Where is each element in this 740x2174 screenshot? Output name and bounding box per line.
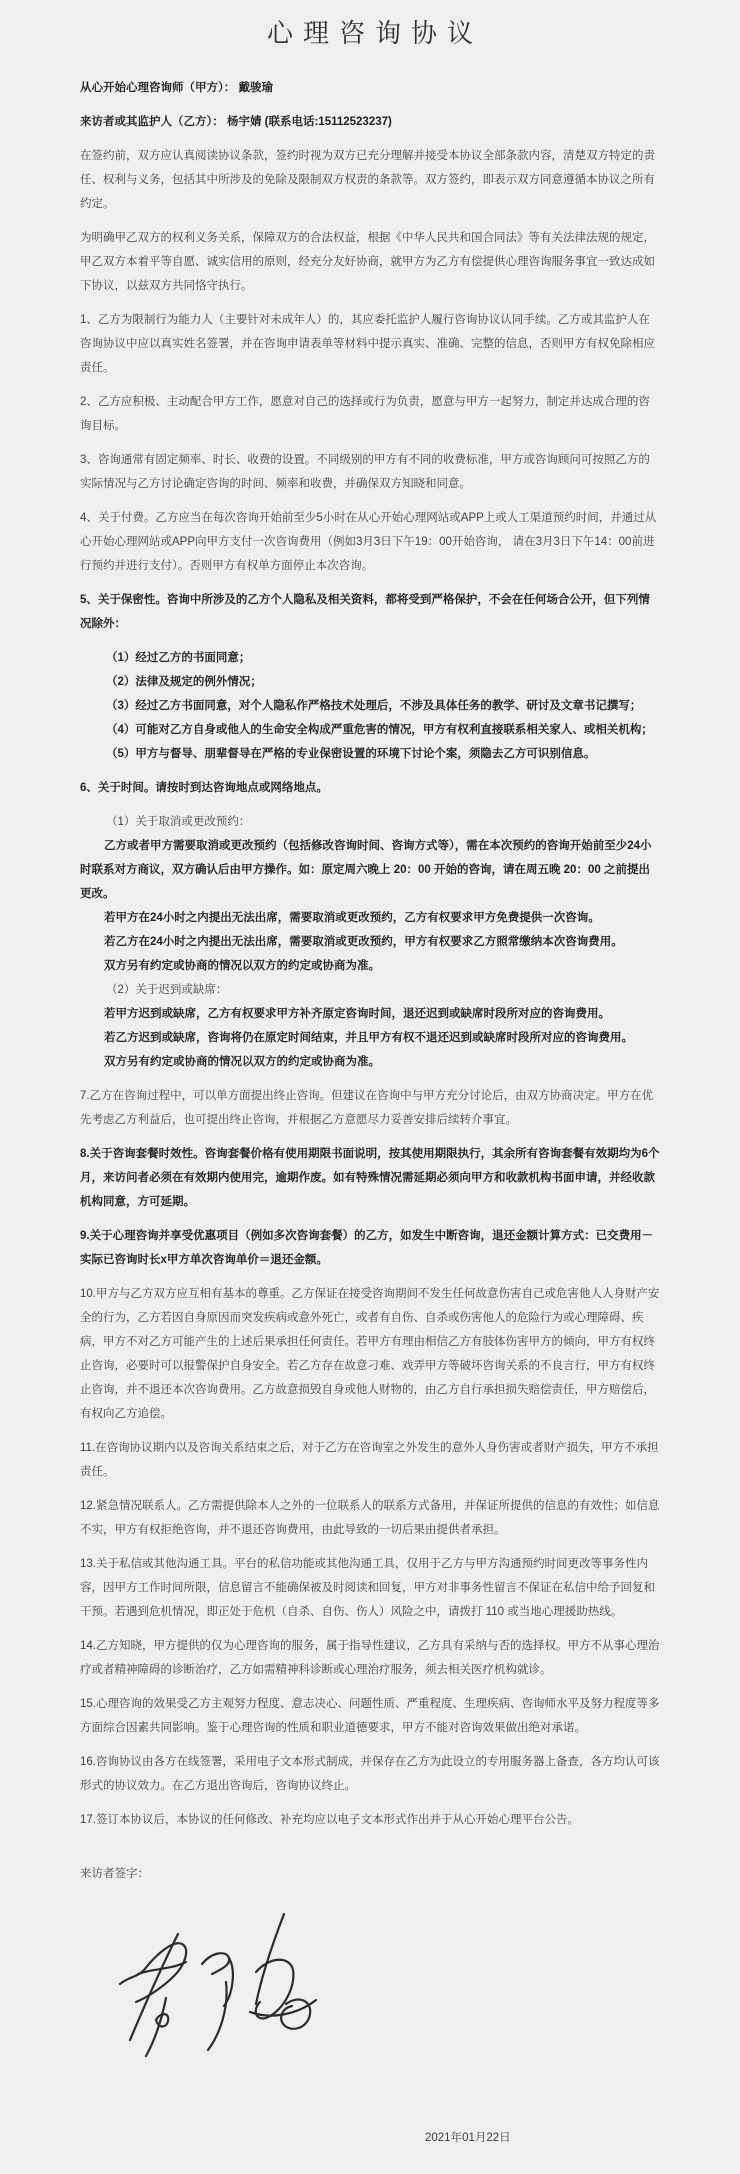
clause-paragraph: 乙方或者甲方需要取消或更改预约（包括修改咨询时间、咨询方式等），需在本次预约的咨询开始前至少24小时联系对方商议，双方确认后由甲方操作。如：原定周六晚上 20：00 开始的咨询，请在周五晚 20：00 之前提出更改。 bbox=[80, 840, 652, 900]
clause-paragraph: （4）可能对乙方自身或他人的生命安全构成严重危害的情况，甲方有权利直接联系相关家人、或相关机构； bbox=[106, 724, 653, 736]
clause-paragraph: 在签约前，双方应认真阅读协议条款，签约时视为双方已充分理解并接受本协议全部条款内容，清楚双方特定的责任、权利与义务，包括其中所涉及的免除及限制双方权责的条款等。双方签约，即表示双方同意遵循本协议之所有约定。 bbox=[80, 150, 655, 210]
clause-paragraph: 1、乙方为限制行为能力人（主要针对未成年人）的，其应委托监护人履行咨询协议认同手续。乙方或其监护人在咨询协议中应以真实姓名签署，并在咨询申请表单等材料中提示真实、准确、完整的信息，否则甲方有权免除相应责任。 bbox=[80, 314, 655, 374]
clause-paragraph: 3、咨询通常有固定频率、时长、收费的设置。不同级别的甲方有不同的收费标准，甲方或咨询顾问可按照乙方的实际情况与乙方讨论确定咨询的时间、频率和收费，并确保双方知晓和同意。 bbox=[80, 454, 650, 490]
clause-paragraph: （5）甲方与督导、朋辈督导在严格的专业保密设置的环境下讨论个案，须隐去乙方可识别信息。 bbox=[106, 748, 596, 760]
party-a-line: 从心开始心理咨询师（甲方）： 戴骏瑜 bbox=[80, 82, 273, 94]
clause-paragraph: 17.签订本协议后，本协议的任何修改、补充均应以电子文本形式作出并于从心开始心理平台公告。 bbox=[80, 1814, 579, 1826]
clause-paragraph: （1）关于取消或更改预约： bbox=[106, 816, 251, 828]
clause-paragraph: 若乙方迟到或缺席，咨询将仍在原定时间结束，并且甲方有权不退还迟到或缺席时段所对应的咨询费用。 bbox=[104, 1032, 633, 1044]
clause-paragraph: 4、关于付费。乙方应当在每次咨询开始前至少5小时在从心开始心理网站或APP上或人工渠道预约时间，并通过从心开始心理网站或APP向甲方支付一次咨询费用（例如3月3日下午19：00开始咨询， 请在3月3日下午14：00前进行预约并进行支付）。否则甲方有权单方面停止本次咨询。 bbox=[80, 512, 657, 572]
clause-paragraph: 16.咨询协议由各方在线签署，采用电子文本形式制成，并保存在乙方为此设立的专用服务器上备查，各方均认可该形式的协议效力。在乙方退出咨询后，咨询协议终止。 bbox=[80, 1756, 660, 1792]
clause-paragraph: 12.紧急情况联系人。乙方需提供除本人之外的一位联系人的联系方式备用，并保证所提供的信息的有效性；如信息不实，甲方有权拒绝咨询，并不退还咨询费用，由此导致的一切后果由提供者承担。 bbox=[80, 1500, 660, 1536]
clause-paragraph: 11.在咨询协议期内以及咨询关系结束之后，对于乙方在咨询室之外发生的意外人身伤害或者财产损失，甲方不承担责任。 bbox=[80, 1442, 659, 1478]
clause-paragraph: （2）法律及规定的例外情况； bbox=[106, 676, 262, 688]
clause-paragraph: 5、关于保密性。咨询中所涉及的乙方个人隐私及相关资料，都将受到严格保护，不会在任何场合公开，但下列情况除外： bbox=[80, 594, 650, 630]
visitor-signature-label: 来访者签字： bbox=[80, 1868, 149, 1880]
clause-paragraph: 10.甲方与乙方双方应互相有基本的尊重。乙方保证在接受咨询期间不发生任何故意伤害自己或危害他人人身财产安全的行为，乙方若因自身原因而突发疾病或意外死亡，或者有自伤、自杀或伤害他人的危险行为或心理障碍、疾病，甲方不对乙方可能产生的上述后果承担任何责任。若甲方有理由相信乙方有肢体伤害甲方的倾向，甲方有权终止咨询，必要时可以报警保护自身安全。若乙方存在故意刁难、戏弄甲方等破坏咨询关系的不良言行，甲方有权终止咨询，并不退还本次咨询费用。乙方故意损毁自身或他人财物的，由乙方自行承担损失赔偿责任，甲方赔偿后，有权向乙方追偿。 bbox=[80, 1288, 660, 1420]
clause-paragraph: 2、乙方应积极、主动配合甲方工作，愿意对自己的选择或行为负责，愿意与甲方一起努力，制定并达成合理的咨询目标。 bbox=[80, 396, 650, 432]
clause-paragraph: 双方另有约定或协商的情况以双方的约定或协商为准。 bbox=[104, 1056, 380, 1068]
agreement-date-row bbox=[80, 2126, 660, 2150]
page-title: 心理咨询协议 bbox=[266, 18, 483, 48]
clause-paragraph: （3）经过乙方书面同意，对个人隐私作严格技术处理后，不涉及具体任务的教学、研讨及文章书记撰写； bbox=[106, 700, 642, 712]
clause-paragraph: 若甲方在24小时之内提出无法出席，需要取消或更改预约，乙方有权要求甲方免费提供一次咨询。 bbox=[104, 912, 600, 924]
clause-paragraph: 13.关于私信或其他沟通工具。平台的私信功能或其他沟通工具，仅用于乙方与甲方沟通预约时间更改等事务性内容，因甲方工作时间所限，信息留言不能确保被及时阅读和回复，甲方对非事务性留言不保证在私信中给予回复和干预。若遇到危机情况，即正处于危机（自杀、自伤、伤人）风险之中，请拨打 110 或当地心理援助热线。 bbox=[80, 1558, 655, 1618]
visitor-signature-image bbox=[116, 1912, 318, 2064]
party-b-line: 来访者或其监护人（乙方）： 杨宇婧 (联系电话:15112523237) bbox=[80, 116, 392, 128]
agreement-date: 2021年01月22日 bbox=[425, 2132, 511, 2144]
clause-paragraph: 为明确甲乙双方的权利义务关系，保障双方的合法权益，根据《中华人民共和国合同法》等有关法律法规的规定，甲乙双方本着平等自愿、诚实信用的原则，经充分友好协商，就甲方为乙方有偿提供心理咨询服务事宜一致达成如下协议，以兹双方共同恪守执行。 bbox=[80, 232, 655, 292]
clause-paragraph: （2）关于迟到或缺席： bbox=[106, 984, 228, 996]
clauses bbox=[80, 144, 660, 1832]
clause-paragraph: 若甲方迟到或缺席，乙方有权要求甲方补齐原定咨询时间，退还迟到或缺席时段所对应的咨询费用。 bbox=[104, 1008, 610, 1020]
clause-paragraph: 14.乙方知晓，甲方提供的仅为心理咨询的服务，属于指导性建议，乙方具有采纳与否的选择权。甲方不从事心理治疗或者精神障碍的诊断治疗，乙方如需精神科诊断或心理治疗服务，须去相关医疗机构就诊。 bbox=[80, 1640, 660, 1676]
clause-paragraph: 双方另有约定或协商的情况以双方的约定或协商为准。 bbox=[104, 960, 380, 972]
clause-paragraph: 9.关于心理咨询并享受优惠项目（例如多次咨询套餐）的乙方，如发生中断咨询，退还金额计算方式：已交费用－实际已咨询时长x甲方单次咨询单价＝退还金额。 bbox=[80, 1230, 654, 1266]
clause-paragraph: 7.乙方在咨询过程中，可以单方面提出终止咨询。但建议在咨询中与甲方充分讨论后，由双方协商决定。甲方在优先考虑乙方利益后，也可提出终止咨询，并根据乙方意愿尽力妥善安排后续转介事宜。 bbox=[80, 1090, 654, 1126]
clause-paragraph: 6、关于时间。请按时到达咨询地点或网络地点。 bbox=[80, 782, 328, 794]
clause-paragraph: 8.关于咨询套餐时效性。咨询套餐价格有使用期限书面说明，按其使用期限执行，其余所有咨询套餐有效期均为6个月，来访问者必须在有效期内使用完，逾期作废。如有特殊情况需延期必须向甲方和收款机构书面申请，并经收款机构同意，方可延期。 bbox=[80, 1148, 660, 1208]
clause-paragraph: 若乙方在24小时之内提出无法出席，需要取消或更改预约，甲方有权要求乙方照常缴纳本次咨询费用。 bbox=[104, 936, 623, 948]
clause-paragraph: 15.心理咨询的效果受乙方主观努力程度、意志决心、问题性质、严重程度、生理疾病、咨询师水平及努力程度等多方面综合因素共同影响。鉴于心理咨询的性质和职业道德要求，甲方不能对咨询效果做出绝对承诺。 bbox=[80, 1698, 660, 1734]
clause-paragraph: （1）经过乙方的书面同意； bbox=[106, 652, 251, 664]
